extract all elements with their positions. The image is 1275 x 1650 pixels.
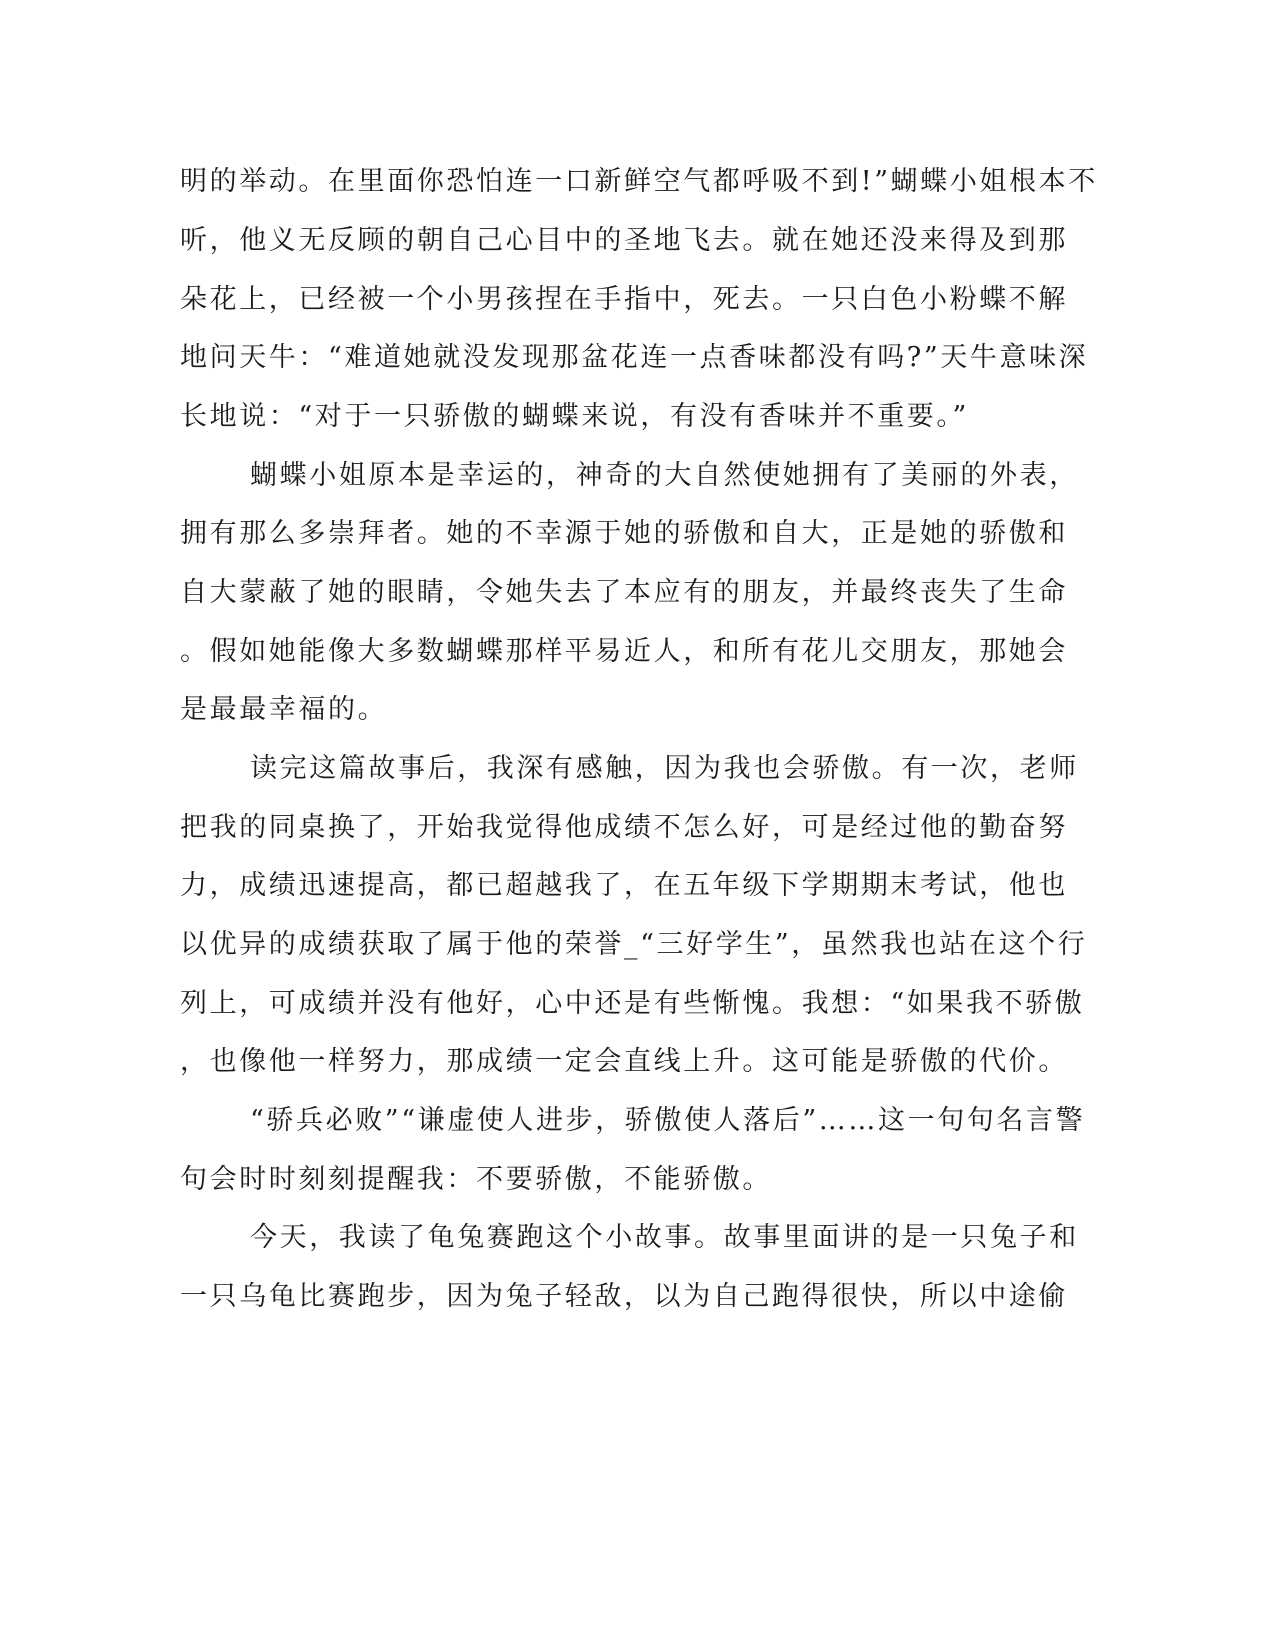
paragraph-first-line: 今天，我读了龟兔赛跑这个小故事。故事里面讲的是一只兔子和 <box>250 1222 1079 1253</box>
text-line: 听，他义无反顾的朝自己心目中的圣地飞去。就在她还没来得及到那 <box>180 225 1068 256</box>
text-line: 地问天牛：“难道她就没发现那盆花连一点香味都没有吗?”天牛意味深 <box>180 342 1089 373</box>
text-line: 朵花上，已经被一个小男孩捏在手指中，死去。一只白色小粉蝶不解 <box>180 284 1068 315</box>
text-line: 列上，可成绩并没有他好，心中还是有些惭愧。我想：“如果我不骄傲 <box>180 988 1085 1019</box>
paragraph-first-line: 蝴蝶小姐原本是幸运的，神奇的大自然使她拥有了美丽的外表， <box>250 460 1079 491</box>
text-line: 。假如她能像大多数蝴蝶那样平易近人，和所有花儿交朋友，那她会 <box>180 636 1068 667</box>
text-line: 长地说：“对于一只骄傲的蝴蝶来说，有没有香味并不重要。” <box>180 401 969 432</box>
paragraph-first-line: “骄兵必败”“谦虚使人进步，骄傲使人落后”……这一句句名言警 <box>250 1105 1086 1136</box>
text-line: 力，成绩迅速提高，都已超越我了，在五年级下学期期末考试，他也 <box>180 870 1068 901</box>
text-line: 明的举动。在里面你恐怕连一口新鲜空气都呼吸不到!”蝴蝶小姐根本不 <box>180 166 1098 197</box>
text-line: 一只乌龟比赛跑步，因为兔子轻敌，以为自己跑得很快，所以中途偷 <box>180 1281 1068 1312</box>
paragraph-first-line: 读完这篇故事后，我深有感触，因为我也会骄傲。有一次，老师 <box>250 753 1079 784</box>
text-line: 把我的同桌换了，开始我觉得他成绩不怎么好，可是经过他的勤奋努 <box>180 812 1068 843</box>
text-line: 是最最幸福的。 <box>180 694 388 725</box>
text-line: 句会时时刻刻提醒我：不要骄傲，不能骄傲。 <box>180 1164 772 1195</box>
text-line: ，也像他一样努力，那成绩一定会直线上升。这可能是骄傲的代价。 <box>180 1046 1068 1077</box>
text-line: 自大蒙蔽了她的眼睛，令她失去了本应有的朋友，并最终丧失了生命 <box>180 577 1068 608</box>
text-line: 以优异的成绩获取了属于他的荣誉_“三好学生”，虽然我也站在这个行 <box>180 929 1088 960</box>
text-line: 拥有那么多崇拜者。她的不幸源于她的骄傲和自大，正是她的骄傲和 <box>180 518 1068 549</box>
